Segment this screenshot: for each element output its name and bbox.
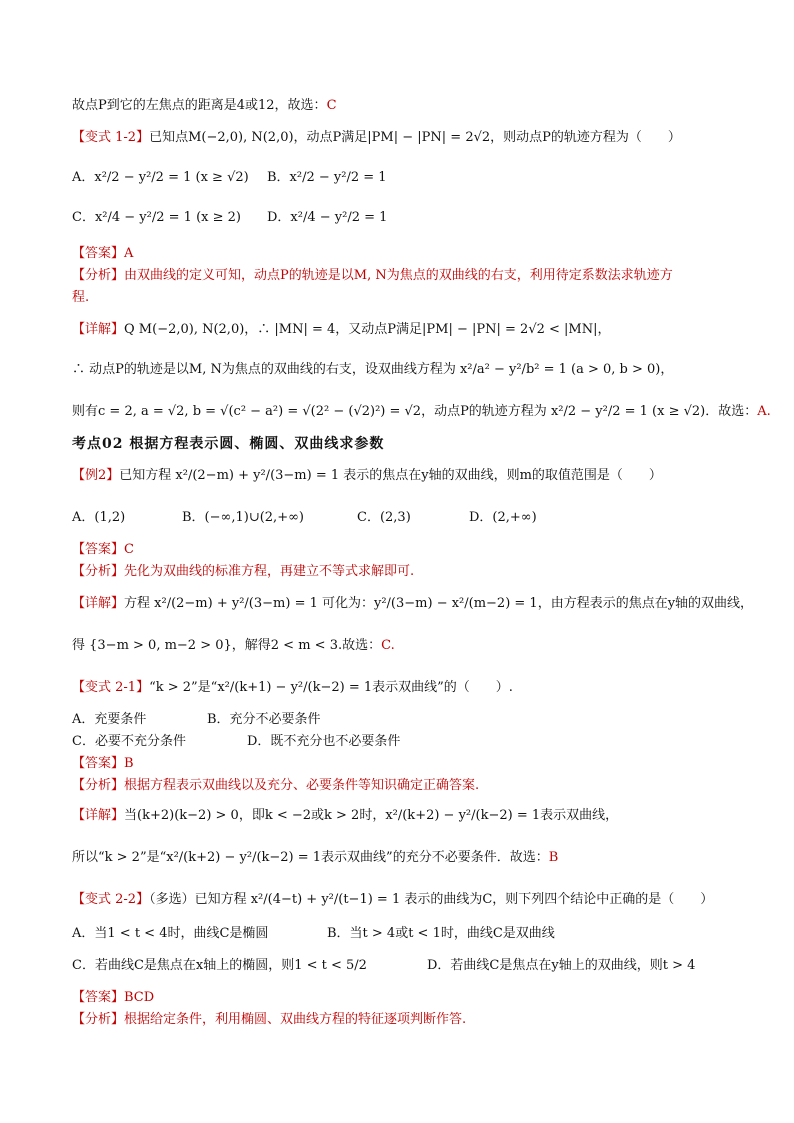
variant-1-2-detail-3: 则有c = 2, a = √2, b = √(c² − a²) = √(2² − (√2)²) = √2，动点P的轨迹方程为 x²/2 − y²/2 = 1 (x ≥ √2)．故选：A. [72, 404, 771, 419]
variant-1-2-analysis-cont: 程. [72, 290, 90, 305]
prev-conclusion: 故点P到它的左焦点的距离是4或12，故选：C [72, 98, 337, 113]
option-b: B．(−∞,1)∪(2,+∞) [182, 510, 304, 525]
variant-2-1-options-ab [72, 712, 734, 728]
variant-2-2-answer: 【答案】BCD [72, 990, 155, 1005]
example-2-analysis: 【分析】先化为双曲线的标准方程，再建立不等式求解即可. [72, 564, 415, 579]
variant-2-1-detail-1: 【详解】当(k+2)(k−2) > 0，即k < −2或k > 2时，x²/(k+2) − y²/(k−2) = 1表示双曲线， [72, 808, 619, 823]
example-2-detail-2: 得 {3−m > 0, m−2 > 0}，解得2 < m < 3.故选：C. [72, 638, 395, 653]
variant-2-1-detail-2: 所以“k > 2”是“x²/(k+2) − y²/(k−2) = 1表示双曲线”的充分不必要条件．故选：B [72, 850, 559, 865]
variant-2-1-stem: 【变式 2-1】“k > 2”是“x²/(k+1) − y²/(k−2) = 1表示双曲线”的（ ）. [72, 680, 513, 695]
option-b: B．x²/2 − y²/2 = 1 [267, 170, 387, 185]
option-c: C．x²/4 − y²/2 = 1 (x ≥ 2) [72, 210, 241, 225]
variant-2-2-options-cd [72, 958, 734, 974]
option-b: B．当t > 4或t < 1时，曲线C是双曲线 [327, 926, 555, 941]
variant-2-2-options-ab [72, 926, 734, 942]
variant-2-1-answer: 【答案】B [72, 756, 134, 771]
variant-1-2-detail-1: 【详解】Q M(−2,0), N(2,0)，∴ |MN| = 4，又动点P满足|PM| − |PN| = 2√2 < |MN|， [72, 322, 611, 337]
variant-1-2-detail-2: ∴ 动点P的轨迹是以M, N为焦点的双曲线的右支，设双曲线方程为 x²/a² − y²/b² = 1 (a > 0, b > 0)， [72, 362, 674, 377]
option-d: D．x²/4 − y²/2 = 1 [267, 210, 388, 225]
option-a: A．当1 < t < 4时，曲线C是椭圆 [72, 926, 269, 941]
variant-2-1-options-cd [72, 734, 734, 750]
option-d: D．(2,+∞) [469, 510, 537, 525]
example-2-options [72, 510, 734, 526]
option-c: C．若曲线C是焦点在x轴上的椭圆，则1 < t < 5/2 [72, 958, 367, 973]
prev-answer: C [326, 98, 337, 113]
section-heading: 考点02 根据方程表示圆、椭圆、双曲线求参数 [72, 436, 385, 452]
option-d: D．若曲线C是焦点在y轴上的双曲线，则t > 4 [427, 958, 696, 973]
variant-1-2-stem: 【变式 1-2】已知点M(−2,0), N(2,0)，动点P满足|PM| − |PN| = 2√2，则动点P的轨迹方程为（ ） [72, 130, 681, 145]
variant-1-2-options-cd [72, 210, 734, 226]
variant-2-2-analysis: 【分析】根据给定条件，利用椭圆、双曲线方程的特征逐项判断作答. [72, 1012, 467, 1027]
variant-1-2-options-ab [72, 170, 734, 186]
example-2-stem: 【例2】已知方程 x²/(2−m) + y²/(3−m) = 1 表示的焦点在y轴的双曲线，则m的取值范围是（ ） [72, 468, 662, 483]
variant-1-2-answer: 【答案】A [72, 246, 134, 261]
variant-2-2-stem: 【变式 2-2】（多选）已知方程 x²/(4−t) + y²/(t−1) = 1 表示的曲线为C，则下列四个结论中正确的是（ ） [72, 892, 714, 907]
option-c: C．(2,3) [357, 510, 411, 525]
variant-1-2-analysis: 【分析】由双曲线的定义可知，动点P的轨迹是以M, N为焦点的双曲线的右支，利用待定系数法求轨迹方 [72, 268, 673, 283]
option-d: D．既不充分也不必要条件 [247, 734, 401, 749]
example-2-detail-1: 【详解】方程 x²/(2−m) + y²/(3−m) = 1 可化为：y²/(3−m) − x²/(m−2) = 1，由方程表示的焦点在y轴的双曲线， [72, 596, 754, 611]
option-a: A．(1,2) [72, 510, 126, 525]
variant-2-1-analysis: 【分析】根据方程表示双曲线以及充分、必要条件等知识确定正确答案. [72, 778, 480, 793]
option-a: A．x²/2 − y²/2 = 1 (x ≥ √2) [72, 170, 249, 185]
option-c: C．必要不充分条件 [72, 734, 186, 749]
example-2-answer: 【答案】C [72, 542, 134, 557]
option-b: B．充分不必要条件 [207, 712, 321, 727]
option-a: A．充要条件 [72, 712, 147, 727]
